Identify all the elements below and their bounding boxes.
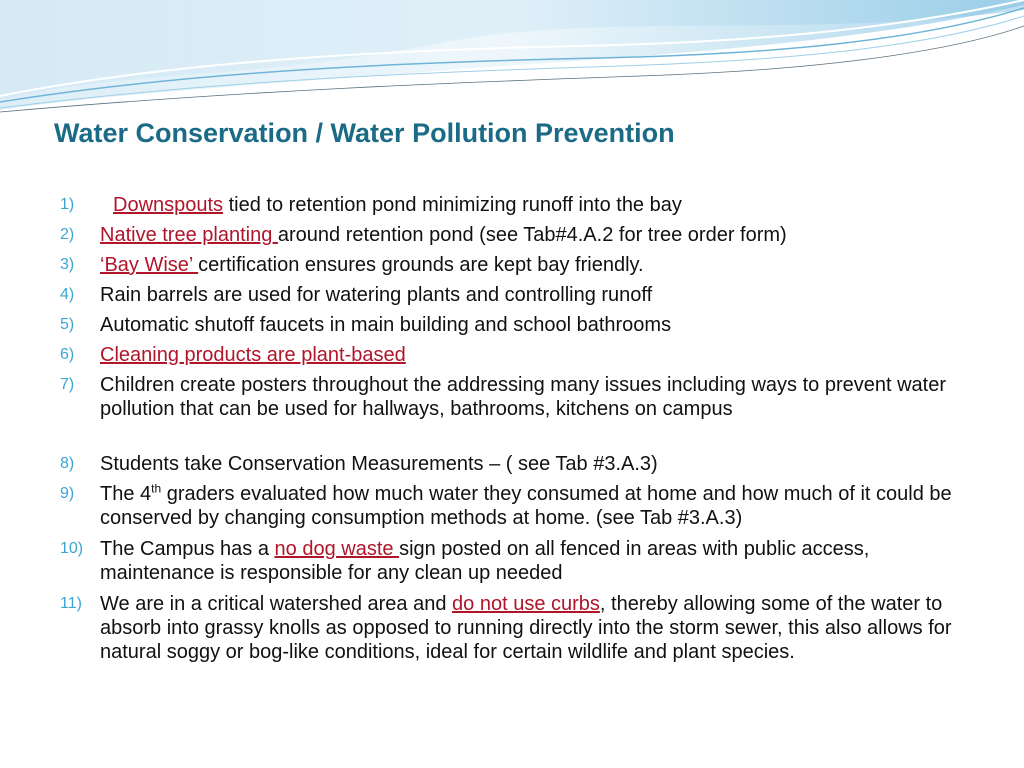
item-text: We are in a critical watershed area and do not use curbs, thereby allowing some of the water to absorb into grassy knolls as opposed to running directly into the storm sewer, this also allows for natural soggy or bog-like conditions, ideal for certain wildlife and plant species. — [100, 593, 952, 663]
downspouts-link[interactable]: Downspouts — [113, 194, 224, 216]
item-text: Students take Conservation Measurements – ( see Tab #3.A.3) — [100, 453, 658, 475]
item-text: Children create posters throughout the addressing many issues including ways to prevent water pollution that can be used for hallways, bathrooms, kitchens on campus — [100, 374, 947, 420]
item-number: 10) — [60, 540, 84, 557]
item-number: 7) — [60, 376, 75, 393]
item-text — [100, 343, 980, 367]
item-number: 3) — [60, 256, 75, 273]
item-text: The Campus has a no dog waste sign posted on all fenced in areas with public access, maintenance is responsible for any clean up needed — [100, 538, 870, 584]
item-number: 8) — [60, 455, 75, 472]
item-number: 6) — [60, 346, 75, 363]
item-text: Rain barrels are used for watering plants and controlling runoff — [100, 284, 653, 306]
no-dog-waste-link[interactable]: no dog waste — [274, 538, 400, 560]
native-tree-planting-link[interactable]: Native tree planting — [100, 224, 278, 246]
item-number: 11) — [60, 595, 82, 612]
item-number: 5) — [60, 316, 75, 333]
item-number: 2) — [60, 226, 75, 243]
item-text: Downspouts tied to retention pond minimizing runoff into the bay — [113, 194, 682, 216]
item-text: Automatic shutoff faucets in main building and school bathrooms — [100, 314, 672, 336]
item-text: Native tree planting around retention pond (see Tab#4.A.2 for tree order form) — [100, 224, 787, 246]
header-wave-decoration — [0, 0, 1024, 120]
item-text: The 4th graders evaluated how much water they consumed at home and how much of it could be conserved by changing consumption methods at home. (see Tab #3.A.3) — [100, 481, 952, 529]
bay-wise-link[interactable]: ‘Bay Wise’ — [100, 254, 199, 276]
item-text: ‘Bay Wise’ certification ensures grounds are kept bay friendly. — [100, 254, 644, 276]
slide-title: Water Conservation / Water Pollution Prevention — [54, 118, 675, 148]
item-number: 4) — [60, 286, 75, 303]
cleaning-products-link[interactable]: Cleaning products are plant-based — [100, 344, 406, 366]
item-number: 1) — [60, 196, 75, 213]
item-number: 9) — [60, 485, 75, 502]
do-not-use-curbs-link[interactable]: do not use curbs — [452, 593, 600, 615]
